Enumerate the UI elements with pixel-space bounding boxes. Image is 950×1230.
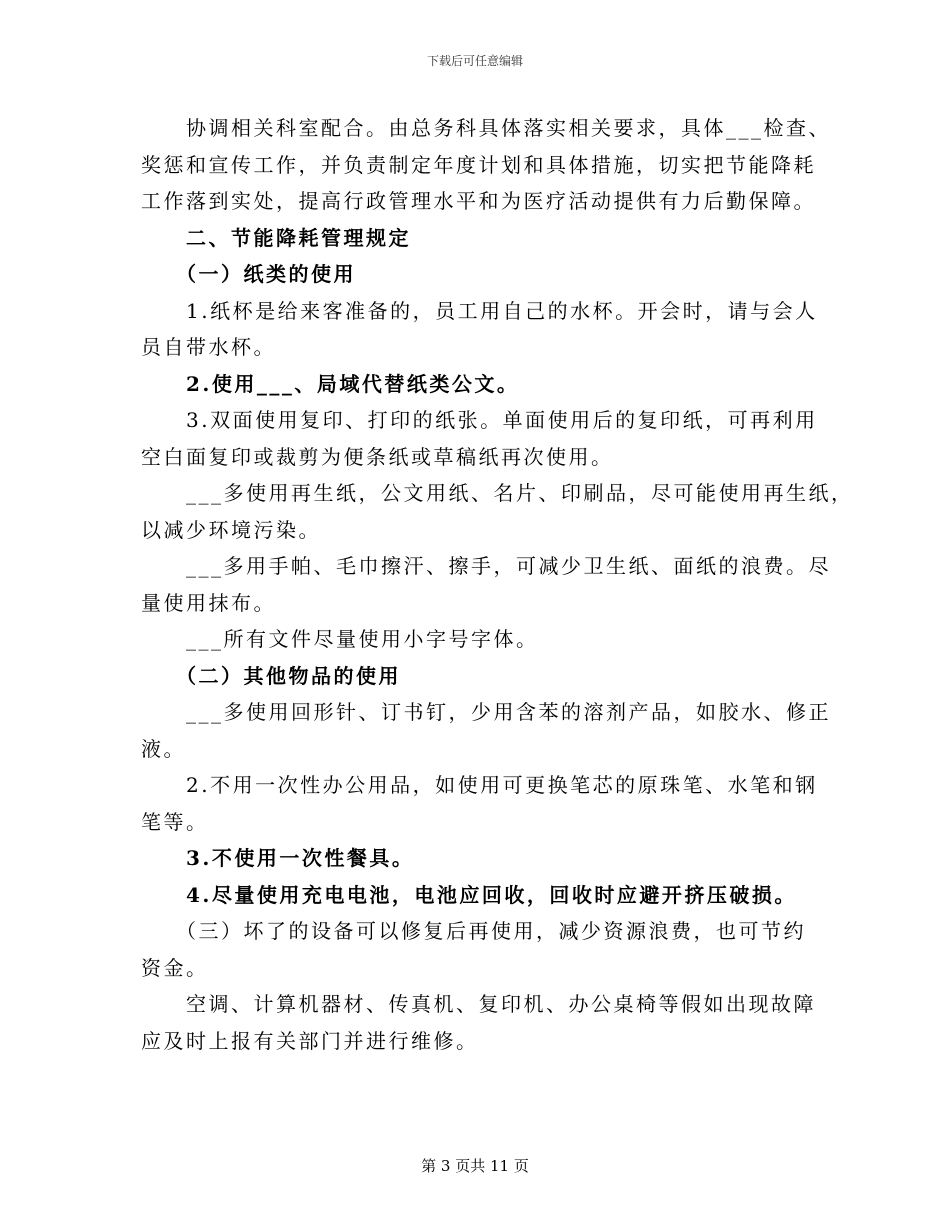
text-line: ___所有文件尽量使用小字号字体。 [141, 627, 539, 651]
subsection-heading: （二）其他物品的使用 [141, 663, 401, 688]
text-line: 工作落到实处，提高行政管理水平和为医疗活动提供有力后勤保障。 [141, 189, 816, 213]
text-line: ___多使用再生纸，公文用纸、名片、印刷品，尽可能使用再生纸， [141, 481, 854, 505]
text-line: ___多使用回形针、订书钉，少用含苯的溶剂产品，如胶水、修正 [141, 700, 831, 724]
text-line: 1.纸杯是给来客准备的，员工用自己的水杯。开会时，请与会人 [141, 298, 818, 323]
text-line: （三）坏了的设备可以修复后再使用，减少资源浪费，也可节约 [141, 919, 806, 943]
text-line: 空白面复印或裁剪为便条纸或草稿纸再次使用。 [141, 444, 614, 469]
text-line-bold: 3.不使用一次性餐具。 [141, 846, 415, 870]
section-heading: 二、节能降耗管理规定 [141, 225, 411, 250]
text-line: 应及时上报有关部门并进行维修。 [141, 1028, 479, 1053]
page-header: 下载后可任意编辑 [426, 54, 523, 68]
text-line: 协调相关科室配合。由总务科具体落实相关要求，具体___检查、 [141, 116, 831, 140]
text-line: 员自带水杯。 [141, 335, 276, 359]
text-line-bold: 2.使用___、局域代替纸类公文。 [141, 371, 520, 396]
text-line: 2.不用一次性办公用品，如使用可更换笔芯的原珠笔、水笔和钢 [141, 773, 818, 797]
text-line: 笔等。 [141, 809, 209, 834]
document-body [141, 110, 854, 1059]
text-line: 量使用抹布。 [141, 590, 276, 615]
subsection-heading: （一）纸类的使用 [141, 262, 356, 286]
text-line: ___多用手帕、毛巾擦汗、擦手，可减少卫生纸、面纸的浪费。尽 [141, 554, 831, 578]
page-number: 第 3 页共 11 页 [421, 1157, 529, 1175]
text-line: 奖惩和宣传工作，并负责制定年度计划和具体措施，切实把节能降耗 [141, 152, 816, 177]
text-line: 液。 [141, 736, 186, 761]
text-line: 空调、计算机器材、传真机、复印机、办公桌椅等假如出现故障 [141, 992, 816, 1016]
text-line: 资金。 [141, 955, 209, 980]
text-line: 3.双面使用复印、打印的纸张。单面使用后的复印纸，可再利用 [141, 408, 818, 432]
text-line-bold: 4.尽量使用充电电池，电池应回收，回收时应避开挤压破损。 [141, 882, 797, 907]
text-line: 以减少环境污染。 [141, 517, 321, 542]
